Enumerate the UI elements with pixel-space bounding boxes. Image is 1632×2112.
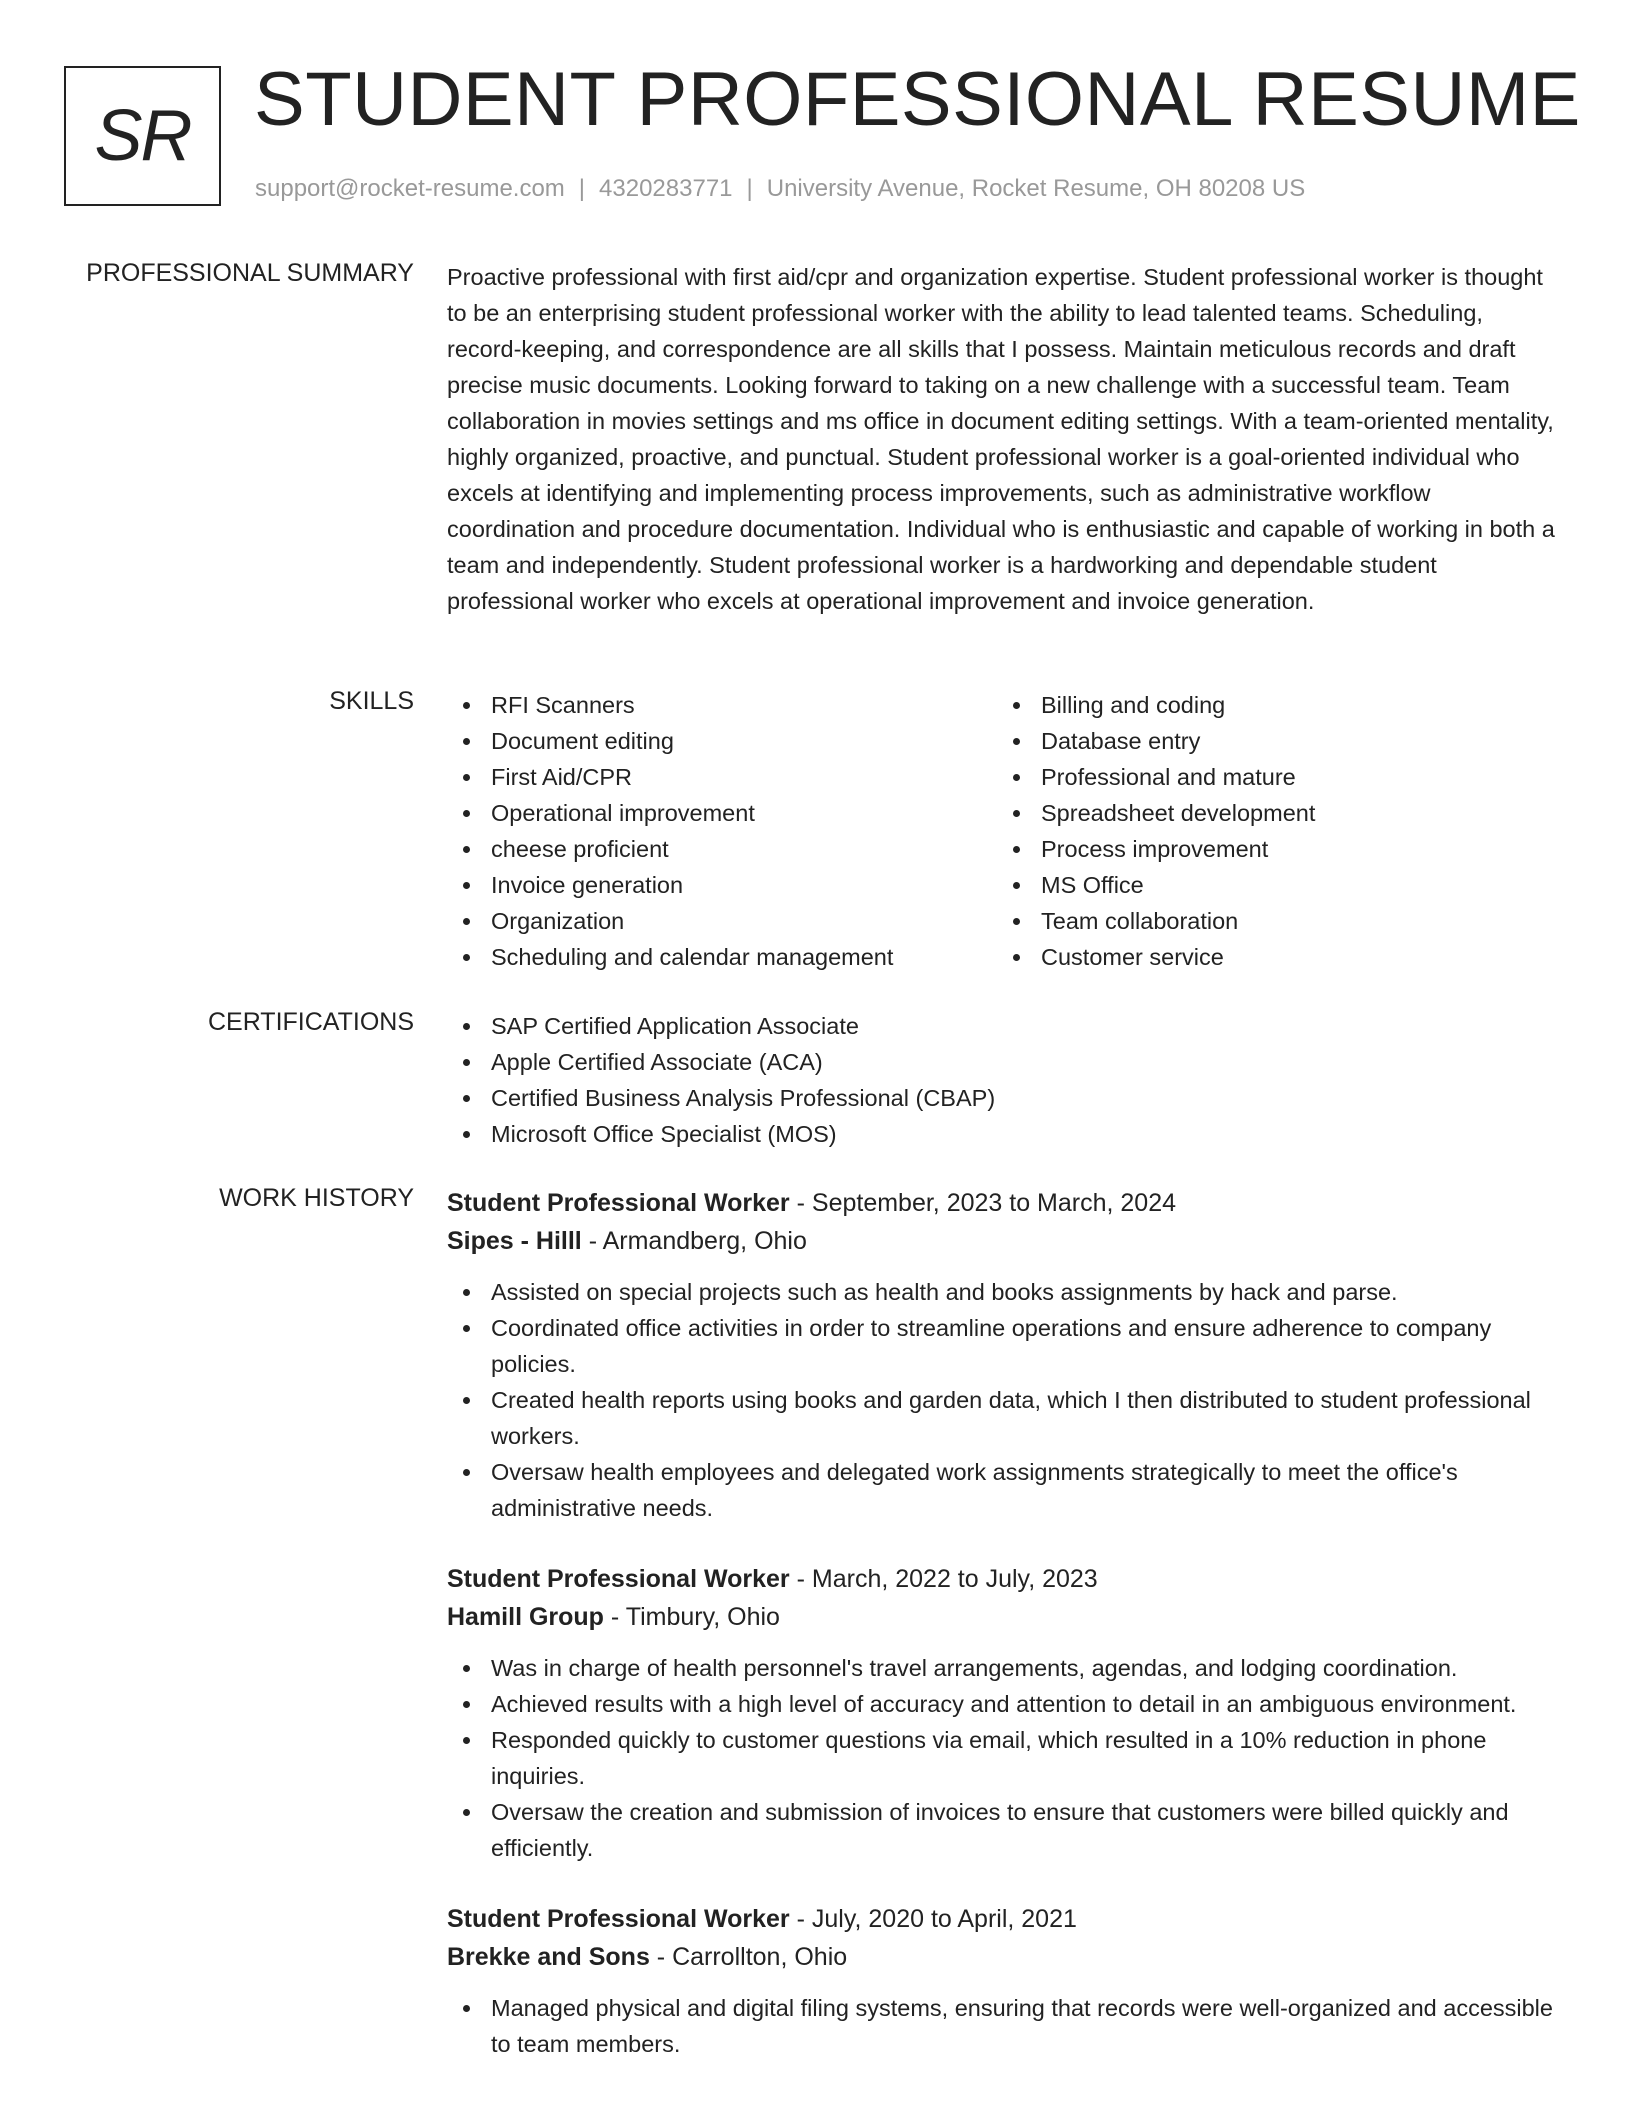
- skill-item: Billing and coding: [997, 687, 1547, 723]
- job-duties-list: [447, 1990, 1562, 2062]
- job-dates: - March, 2022 to July, 2023: [789, 1565, 1098, 1593]
- job-duty-item: Created health reports using books and garden data, which I then distributed to student professional workers.: [447, 1382, 1562, 1454]
- contact-address: University Avenue, Rocket Resume, OH 80208 US: [766, 175, 1306, 202]
- skill-item: Team collaboration: [997, 903, 1547, 939]
- job-title: Student Professional Worker: [447, 1189, 790, 1217]
- job-title: Student Professional Worker: [447, 1565, 790, 1593]
- certification-item: Apple Certified Associate (ACA): [447, 1044, 1562, 1080]
- job-title-line: [447, 1560, 1562, 1598]
- job-company-line: [447, 1222, 1562, 1260]
- job-duty-item: Was in charge of health personnel's travel arrangements, agendas, and lodging coordination.: [447, 1650, 1562, 1686]
- contact-separator: |: [578, 175, 586, 202]
- job-title-line: [447, 1184, 1562, 1222]
- skills-heading: SKILLS: [329, 687, 414, 715]
- job-company: Hamill Group: [447, 1603, 604, 1631]
- job-duty-item: Managed physical and digital filing systems, ensuring that records were well-organized and accessible to team members.: [447, 1990, 1562, 2062]
- certification-item: Microsoft Office Specialist (MOS): [447, 1116, 1562, 1152]
- contact-line: [255, 175, 1305, 203]
- job-title: Student Professional Worker: [447, 1905, 790, 1933]
- monogram-logo: SR: [64, 66, 221, 206]
- contact-phone: 4320283771: [599, 175, 733, 202]
- certifications-body: [447, 1008, 1562, 1152]
- certification-item: SAP Certified Application Associate: [447, 1008, 1562, 1044]
- certification-item: Certified Business Analysis Professional (CBAP): [447, 1080, 1562, 1116]
- job-location: - Carrollton, Ohio: [649, 1943, 848, 1971]
- job-duty-item: Coordinated office activities in order to streamline operations and ensure adherence to company policies.: [447, 1310, 1562, 1382]
- resume-title: STUDENT PROFESSIONAL RESUME: [254, 57, 1581, 142]
- contact-email: support@rocket-resume.com: [255, 175, 565, 202]
- job-entry: [447, 1184, 1562, 1526]
- skill-item: cheese proficient: [447, 831, 997, 867]
- skill-item: First Aid/CPR: [447, 759, 997, 795]
- summary-text: Proactive professional with first aid/cpr and organization expertise. Student professional worker is thought to be an enterprising student professional worker with the ability to lead talented teams. Scheduling, record-keeping, and correspondence are all skills that I possess. Maintain meticulous records and draft precise music documents. Looking forward to taking on a new challenge with a successful team. Team collaboration in movies settings and ms office in document editing settings. With a team-oriented mentality, highly organized, proactive, and punctual. Student professional worker is a goal-oriented individual who excels at identifying and implementing process improvements, such as administrative workflow coordination and procedure documentation. Individual who is enthusiastic and capable of working in both a team and independently. Student professional worker is a hardworking and dependable student professional worker who excels at operational improvement and invoice generation.: [447, 264, 1555, 614]
- job-location: - Armandberg, Ohio: [581, 1227, 807, 1255]
- skills-body: [447, 687, 1562, 975]
- summary-heading: PROFESSIONAL SUMMARY: [86, 259, 414, 287]
- job-dates: - July, 2020 to April, 2021: [789, 1905, 1077, 1933]
- job-entry: [447, 1900, 1562, 2062]
- skill-item: RFI Scanners: [447, 687, 997, 723]
- skill-item: Invoice generation: [447, 867, 997, 903]
- skills-list-left: [447, 687, 997, 975]
- skill-item: Customer service: [997, 939, 1547, 975]
- job-duty-item: Oversaw the creation and submission of invoices to ensure that customers were billed quickly and efficiently.: [447, 1794, 1562, 1866]
- certifications-list: [447, 1008, 1562, 1152]
- certifications-heading: CERTIFICATIONS: [207, 1008, 414, 1036]
- skill-item: Operational improvement: [447, 795, 997, 831]
- job-duties-list: [447, 1650, 1562, 1866]
- job-duty-item: Assisted on special projects such as health and books assignments by hack and parse.: [447, 1274, 1562, 1310]
- skill-item: Document editing: [447, 723, 997, 759]
- job-location: - Timbury, Ohio: [603, 1603, 780, 1631]
- skill-item: Organization: [447, 903, 997, 939]
- job-duty-item: Oversaw health employees and delegated work assignments strategically to meet the office's administrative needs.: [447, 1454, 1562, 1526]
- job-company: Sipes - Hilll: [447, 1227, 582, 1255]
- job-duty-item: Responded quickly to customer questions via email, which resulted in a 10% reduction in phone inquiries.: [447, 1722, 1562, 1794]
- work-history-body: [447, 1184, 1562, 2096]
- job-duties-list: [447, 1274, 1562, 1526]
- skill-item: MS Office: [997, 867, 1547, 903]
- skills-list-right: [997, 687, 1547, 975]
- job-dates: - September, 2023 to March, 2024: [789, 1189, 1177, 1217]
- job-company: Brekke and Sons: [447, 1943, 650, 1971]
- skill-item: Professional and mature: [997, 759, 1547, 795]
- skill-item: Database entry: [997, 723, 1547, 759]
- skill-item: Spreadsheet development: [997, 795, 1547, 831]
- skill-item: Process improvement: [997, 831, 1547, 867]
- summary-body: [447, 259, 1562, 619]
- contact-separator: |: [746, 175, 753, 202]
- job-company-line: [447, 1598, 1562, 1636]
- job-duty-item: Achieved results with a high level of accuracy and attention to detail in an ambiguous environment.: [447, 1686, 1562, 1722]
- skill-item: Scheduling and calendar management: [447, 939, 997, 975]
- job-title-line: [447, 1900, 1562, 1938]
- work-history-heading: WORK HISTORY: [219, 1184, 414, 1212]
- job-entry: [447, 1560, 1562, 1866]
- job-company-line: [447, 1938, 1562, 1976]
